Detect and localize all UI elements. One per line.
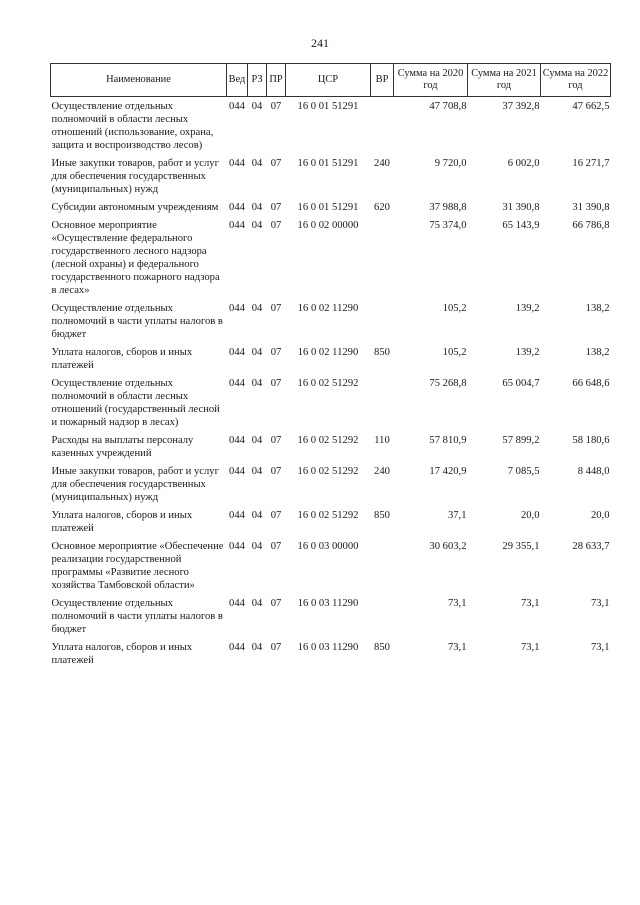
row-sum-2020: 75 374,0 bbox=[429, 220, 467, 231]
row-name: Основное мероприятие «Обеспечение реализации государственной программы «Развитие лесного хозяйства Тамбовской области» bbox=[51, 541, 224, 591]
row-ved: 044 bbox=[229, 303, 245, 314]
row-sum-2022: 58 180,6 bbox=[572, 435, 610, 446]
row-sum-2021: 139,2 bbox=[515, 303, 540, 314]
header-sum-2022: Сумма на 2022 год bbox=[541, 64, 611, 97]
row-rz: 04 bbox=[251, 347, 263, 358]
row-sum-2022: 138,2 bbox=[585, 303, 610, 314]
row-pr: 07 bbox=[270, 598, 282, 609]
table-row bbox=[51, 641, 611, 672]
row-rz: 04 bbox=[251, 158, 263, 169]
row-rz: 04 bbox=[251, 466, 263, 477]
row-ved: 044 bbox=[229, 541, 245, 552]
table-body bbox=[51, 97, 611, 673]
row-sum-2021: 20,0 bbox=[520, 510, 540, 521]
row-sum-2021: 37 392,8 bbox=[502, 101, 540, 112]
table-row bbox=[51, 434, 611, 465]
table-row bbox=[51, 346, 611, 377]
row-sum-2020: 9 720,0 bbox=[434, 158, 467, 169]
row-rz: 04 bbox=[251, 378, 263, 389]
row-pr: 07 bbox=[270, 220, 282, 231]
row-name: Основное мероприятие «Осуществление федерального государственного лесного надзора (лесной охраны) и федерального государственного пожарного надзора в лесах» bbox=[51, 220, 220, 296]
header-rz: РЗ bbox=[248, 64, 267, 97]
row-name: Осуществление отдельных полномочий в области лесных отношений (использование, охрана, защита и воспроизводство лесов) bbox=[51, 101, 214, 151]
row-sum-2022: 73,1 bbox=[590, 598, 610, 609]
table-row bbox=[51, 377, 611, 434]
row-rz: 04 bbox=[251, 435, 263, 446]
row-ved: 044 bbox=[229, 642, 245, 653]
page-number: 241 bbox=[311, 36, 329, 50]
row-sum-2020: 37,1 bbox=[447, 510, 467, 521]
row-rz: 04 bbox=[251, 642, 263, 653]
row-sum-2021: 6 002,0 bbox=[507, 158, 540, 169]
row-csr: 16 0 01 51291 bbox=[297, 158, 359, 169]
table-header bbox=[51, 64, 611, 97]
row-vr: 850 bbox=[374, 642, 390, 653]
row-vr bbox=[371, 219, 394, 302]
row-vr: 240 bbox=[374, 466, 390, 477]
row-sum-2020: 17 420,9 bbox=[429, 466, 467, 477]
header-ved: Вед bbox=[227, 64, 248, 97]
row-vr bbox=[371, 597, 394, 641]
table-row bbox=[51, 157, 611, 201]
header-vr: ВР bbox=[371, 64, 394, 97]
row-sum-2022: 66 648,6 bbox=[572, 378, 610, 389]
row-vr bbox=[371, 540, 394, 597]
row-sum-2022: 47 662,5 bbox=[572, 101, 610, 112]
row-name: Осуществление отдельных полномочий в части уплаты налогов в бюджет bbox=[51, 303, 223, 340]
row-ved: 044 bbox=[229, 378, 245, 389]
row-csr: 16 0 02 51292 bbox=[297, 435, 359, 446]
row-sum-2021: 73,1 bbox=[520, 598, 540, 609]
table-row bbox=[51, 465, 611, 509]
row-sum-2020: 47 708,8 bbox=[429, 101, 467, 112]
row-ved: 044 bbox=[229, 158, 245, 169]
row-ved: 044 bbox=[229, 466, 245, 477]
table-row bbox=[51, 509, 611, 540]
row-sum-2021: 57 899,2 bbox=[502, 435, 540, 446]
table-row bbox=[51, 302, 611, 346]
row-rz: 04 bbox=[251, 220, 263, 231]
row-sum-2020: 73,1 bbox=[447, 598, 467, 609]
row-pr: 07 bbox=[270, 378, 282, 389]
row-sum-2022: 28 633,7 bbox=[572, 541, 610, 552]
row-ved: 044 bbox=[229, 220, 245, 231]
row-csr: 16 0 02 51292 bbox=[297, 378, 359, 389]
row-sum-2022: 66 786,8 bbox=[572, 220, 610, 231]
row-sum-2020: 75 268,8 bbox=[429, 378, 467, 389]
row-csr: 16 0 02 00000 bbox=[297, 220, 359, 231]
row-sum-2021: 65 004,7 bbox=[502, 378, 540, 389]
header-pr: ПР bbox=[267, 64, 286, 97]
row-csr: 16 0 02 11290 bbox=[297, 303, 359, 314]
row-name: Субсидии автономным учреждениям bbox=[51, 202, 219, 213]
row-sum-2020: 105,2 bbox=[442, 347, 467, 358]
row-sum-2022: 73,1 bbox=[590, 642, 610, 653]
row-sum-2020: 37 988,8 bbox=[429, 202, 467, 213]
table-row bbox=[51, 97, 611, 158]
row-rz: 04 bbox=[251, 303, 263, 314]
row-pr: 07 bbox=[270, 303, 282, 314]
row-csr: 16 0 01 51291 bbox=[297, 202, 359, 213]
row-name: Уплата налогов, сборов и иных платежей bbox=[51, 510, 193, 534]
row-rz: 04 bbox=[251, 541, 263, 552]
row-rz: 04 bbox=[251, 202, 263, 213]
row-name: Осуществление отдельных полномочий в части уплаты налогов в бюджет bbox=[51, 598, 223, 635]
row-name: Иные закупки товаров, работ и услуг для обеспечения государственных (муниципальных) нужд bbox=[51, 158, 219, 195]
row-name: Уплата налогов, сборов и иных платежей bbox=[51, 642, 193, 666]
row-sum-2020: 57 810,9 bbox=[429, 435, 467, 446]
row-pr: 07 bbox=[270, 466, 282, 477]
row-vr: 240 bbox=[374, 158, 390, 169]
row-vr: 850 bbox=[374, 510, 390, 521]
row-ved: 044 bbox=[229, 435, 245, 446]
table-row bbox=[51, 597, 611, 641]
row-pr: 07 bbox=[270, 101, 282, 112]
row-ved: 044 bbox=[229, 101, 245, 112]
row-csr: 16 0 02 51292 bbox=[297, 510, 359, 521]
row-vr bbox=[371, 97, 394, 158]
row-sum-2020: 30 603,2 bbox=[429, 541, 467, 552]
table-row bbox=[51, 201, 611, 219]
row-vr bbox=[371, 377, 394, 434]
row-sum-2022: 8 448,0 bbox=[577, 466, 610, 477]
row-sum-2022: 20,0 bbox=[590, 510, 610, 521]
budget-table bbox=[50, 63, 611, 672]
row-csr: 16 0 02 51292 bbox=[297, 466, 359, 477]
row-ved: 044 bbox=[229, 598, 245, 609]
row-pr: 07 bbox=[270, 541, 282, 552]
row-sum-2021: 29 355,1 bbox=[502, 541, 540, 552]
row-name: Уплата налогов, сборов и иных платежей bbox=[51, 347, 193, 371]
row-vr: 620 bbox=[374, 202, 390, 213]
row-sum-2021: 73,1 bbox=[520, 642, 540, 653]
row-rz: 04 bbox=[251, 101, 263, 112]
header-sum-2021: Сумма на 2021 год bbox=[468, 64, 541, 97]
row-pr: 07 bbox=[270, 435, 282, 446]
row-pr: 07 bbox=[270, 158, 282, 169]
table-row bbox=[51, 219, 611, 302]
row-sum-2022: 138,2 bbox=[585, 347, 610, 358]
row-vr: 110 bbox=[374, 435, 390, 446]
row-csr: 16 0 03 11290 bbox=[297, 598, 359, 609]
row-pr: 07 bbox=[270, 347, 282, 358]
row-sum-2020: 105,2 bbox=[442, 303, 467, 314]
row-sum-2022: 31 390,8 bbox=[572, 202, 610, 213]
table-row bbox=[51, 540, 611, 597]
row-ved: 044 bbox=[229, 510, 245, 521]
header-csr: ЦСР bbox=[286, 64, 371, 97]
row-csr: 16 0 03 11290 bbox=[297, 642, 359, 653]
header-name: Наименование bbox=[51, 64, 227, 97]
row-sum-2021: 65 143,9 bbox=[502, 220, 540, 231]
row-pr: 07 bbox=[270, 202, 282, 213]
row-rz: 04 bbox=[251, 510, 263, 521]
row-vr: 850 bbox=[374, 347, 390, 358]
row-ved: 044 bbox=[229, 347, 245, 358]
row-ved: 044 bbox=[229, 202, 245, 213]
row-name: Расходы на выплаты персоналу казенных учреждений bbox=[51, 435, 194, 459]
row-csr: 16 0 01 51291 bbox=[297, 101, 359, 112]
row-rz: 04 bbox=[251, 598, 263, 609]
row-sum-2021: 7 085,5 bbox=[507, 466, 540, 477]
row-pr: 07 bbox=[270, 510, 282, 521]
row-sum-2021: 31 390,8 bbox=[502, 202, 540, 213]
row-sum-2022: 16 271,7 bbox=[572, 158, 610, 169]
row-name: Иные закупки товаров, работ и услуг для обеспечения государственных (муниципальных) нужд bbox=[51, 466, 219, 503]
row-name: Осуществление отдельных полномочий в области лесных отношений (государственный лесной и пожарный надзор в лесах) bbox=[51, 378, 220, 428]
row-sum-2020: 73,1 bbox=[447, 642, 467, 653]
row-csr: 16 0 02 11290 bbox=[297, 347, 359, 358]
header-sum-2020: Сумма на 2020 год bbox=[394, 64, 468, 97]
row-csr: 16 0 03 00000 bbox=[297, 541, 359, 552]
row-vr bbox=[371, 302, 394, 346]
row-pr: 07 bbox=[270, 642, 282, 653]
row-sum-2021: 139,2 bbox=[515, 347, 540, 358]
